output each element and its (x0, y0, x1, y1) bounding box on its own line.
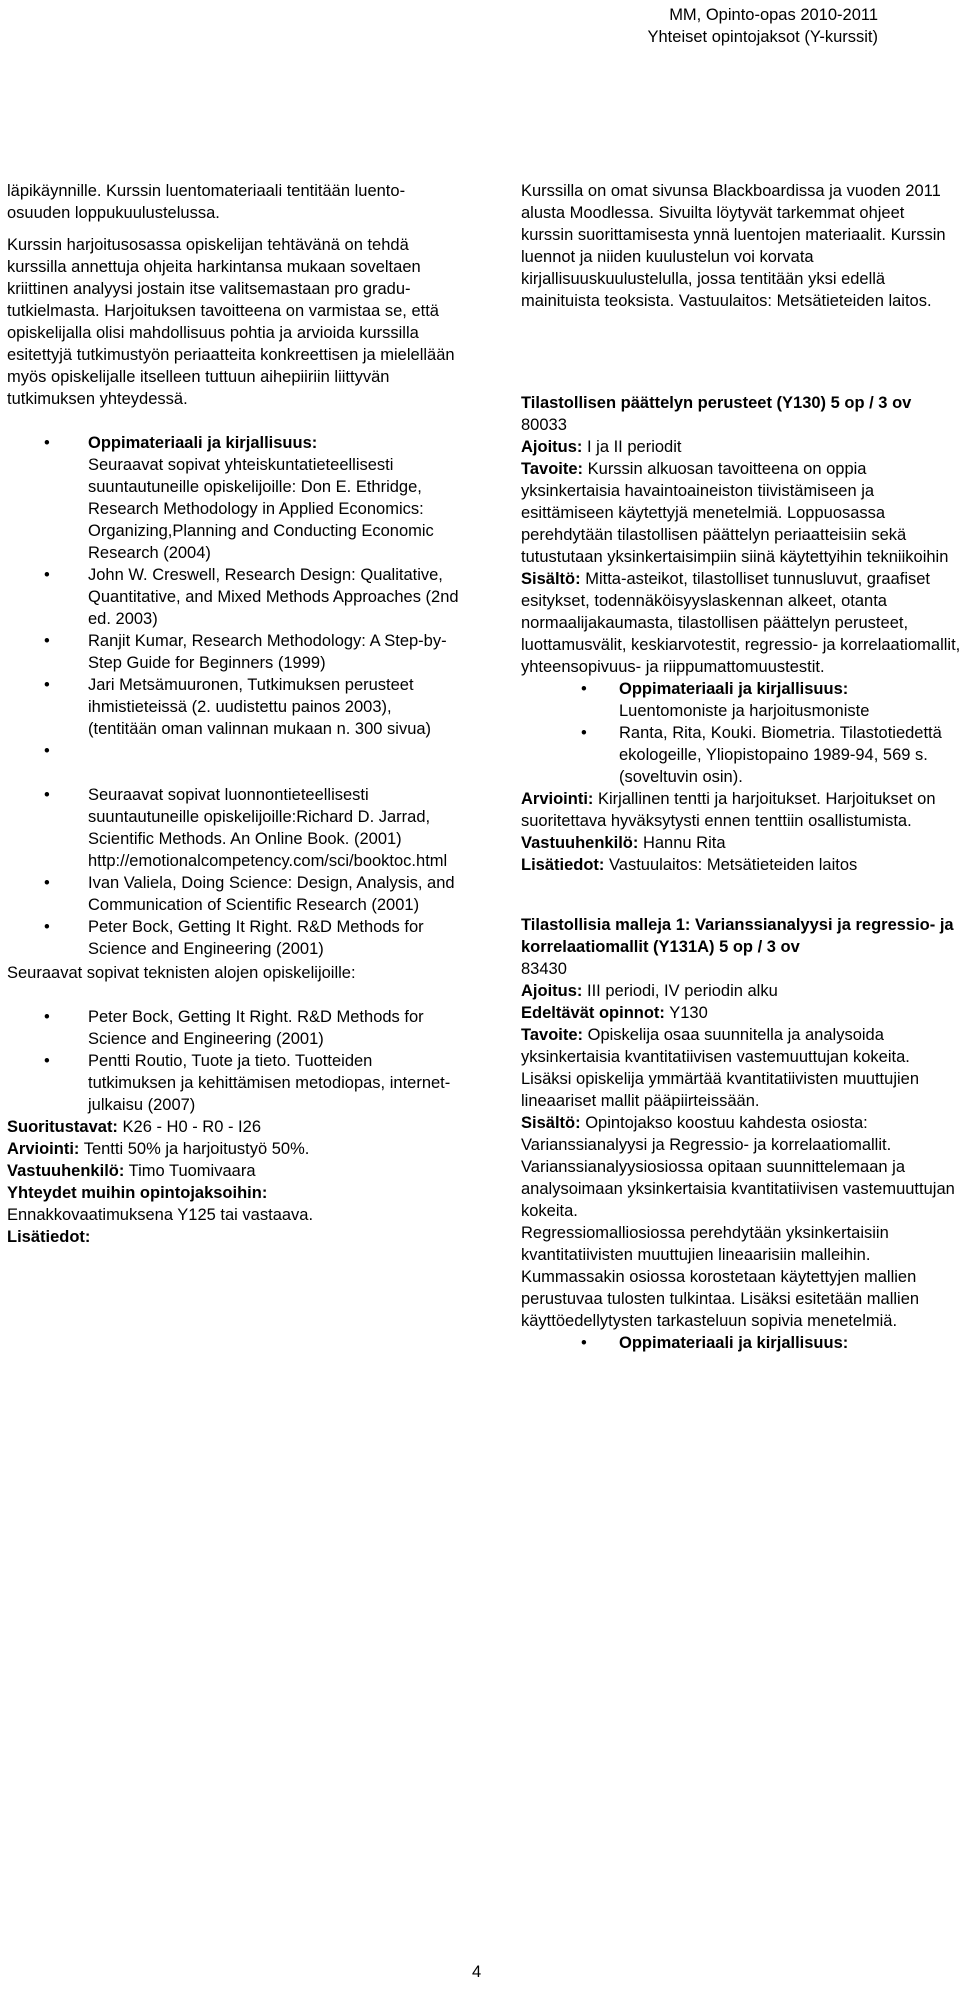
material-list (7, 432, 462, 960)
vastuu-label: Vastuuhenkilö: (521, 834, 639, 852)
tech-book-item: • Pentti Routio, Tuote ja tieto. Tuotteiden tutkimuksen ja kehittämisen metodiopas, internet-julkaisu (2007) (7, 1050, 462, 1116)
book-item: • Peter Bock, Getting It Right. R&D Methods for Science and Engineering (2001) (7, 916, 462, 960)
book-item-empty (7, 740, 462, 784)
course-y131a (521, 914, 960, 1354)
suoritustavat-line (7, 1116, 462, 1138)
tech-intro: Seuraavat sopivat teknisten alojen opiskelijoille: (7, 964, 356, 982)
tech-book-item: • Peter Bock, Getting It Right. R&D Methods for Science and Engineering (2001) (7, 1006, 462, 1050)
vastuu-value: Timo Tuomivaara (124, 1162, 256, 1180)
course1-book-list (521, 722, 960, 788)
arviointi-label: Arviointi: (521, 790, 594, 808)
vastuu-line (521, 832, 960, 854)
tavoite-line (521, 458, 960, 568)
course-code: 80033 (521, 416, 567, 434)
lisatiedot-label: Lisätiedot: (521, 856, 605, 874)
arviointi-line (521, 788, 960, 832)
tech-book-list (7, 1006, 462, 1116)
sisalto-label: Sisältö: (521, 1114, 581, 1132)
ajoitus-value: I ja II periodit (582, 438, 682, 456)
ajoitus-label: Ajoitus: (521, 438, 583, 456)
sisalto-line (521, 1112, 960, 1156)
book-item: • Ranta, Rita, Kouki. Biometria. Tilastotiedettä ekologeille, Yliopistopaino 1989-94, 569 s. (soveltuvin osin). (521, 722, 960, 788)
material-item (521, 1332, 960, 1354)
course1-material-list (521, 678, 960, 700)
arviointi-value: Kirjallinen tentti ja harjoitukset. Harjoitukset on suoritettava hyväksytysti ennen tenttiin osallistumista. (521, 790, 936, 830)
suoritustavat-label: Suoritustavat: (7, 1118, 118, 1136)
book-item: • Seuraavat sopivat luonnontieteellisesti suuntautuneille opiskelijoille:Richard D. Jarrad, Scientific Methods. An Online Book. (2001) http://emotionalcompetency.com/sci/booktoc.html (7, 784, 462, 872)
course2-material-list (521, 1332, 960, 1354)
material-intro: Seuraavat sopivat yhteiskuntatieteellisesti suuntautuneille opiskelijoille: Don E. Ethridge, Research Methodology in Applied Economics: Organizing,Planning and Conducting Economic Research (2004) (88, 456, 434, 562)
yhteydet-value: Ennakkovaatimuksena Y125 tai vastaava. (7, 1206, 314, 1224)
lisatiedot-line (521, 854, 960, 876)
regression-paragraph: Regressiomalliosiossa perehdytään yksinkertaisiin kvantitatiivisten muuttujien lineaarisiin malleihin. Kummassakin osiossa korostetaan käytettyjen mallien perustuvaa tulosten tulkintaa. Lisäksi esitetään mallien käyttöedellytysten tarkasteluun sopivia menetelmiä. (521, 1224, 920, 1330)
material-line: Luentomoniste ja harjoitusmoniste (619, 702, 870, 720)
sisalto-value: Mitta-asteikot, tilastolliset tunnusluvut, graafiset esitykset, todennäköisyyslaskennan alkeet, otanta normaalijakaumasta, tilastollisen päättelyn perusteet, luottamusvälit, keskiarvotestit, regressio- ja korrelaatiomallit, yhteensopivuus- ja riippumattomuustestit. (521, 570, 960, 676)
edeltavat-label: Edeltävät opinnot: (521, 1004, 665, 1022)
material-label: Oppimateriaali ja kirjallisuus: (88, 434, 318, 452)
ajoitus-line (521, 436, 960, 458)
book-item: • Jari Metsämuuronen, Tutkimuksen perusteet ihmistieteissä (2. uudistettu painos 2003), (tentitään oman valinnan mukaan n. 300 sivua) (7, 674, 462, 740)
book-item: • Ranjit Kumar, Research Methodology: A Step-by-Step Guide for Beginners (1999) (7, 630, 462, 674)
vastuu-line (7, 1160, 462, 1182)
course-y130 (521, 392, 960, 876)
book-item: • John W. Creswell, Research Design: Qualitative, Quantitative, and Mixed Methods Approaches (2nd ed. 2003) (7, 564, 462, 630)
course-title: Tilastollisen päättelyn perusteet (Y130) 5 op / 3 ov (521, 394, 912, 412)
course-title: Tilastollisia malleja 1: Varianssianalyysi ja regressio- ja korrelaatiomallit (Y131A) 5 op / 3 ov (521, 916, 954, 956)
header-subtitle: Yhteiset opintojaksot (Y-kurssit) (647, 28, 878, 46)
ajoitus-line (521, 980, 960, 1002)
left-exercise-paragraph: Kurssin harjoitusosassa opiskelijan tehtävänä on tehdä kurssilla annettuja ohjeita harkintansa mukaan soveltaen kriittinen analyysi jostain itse valitsemastaan pro gradu-tutkielmasta. Harjoituksen tavoitteena on varmistaa se, että opiskelijalla olisi mahdollisuus pohtia ja arvioida kurssilla esitettyjä tutkimustyön periaatteita konkreettisen ja mielellään myös opiskelijalle itselleen tuttuun aihepiiriin liittyvän tutkimuksen yhteydessä. (7, 236, 455, 408)
right-column (521, 180, 960, 1354)
page-header (648, 4, 879, 48)
material-label: Oppimateriaali ja kirjallisuus: (619, 1334, 849, 1352)
sisalto-label: Sisältö: (521, 570, 581, 588)
book-item: • Ivan Valiela, Doing Science: Design, Analysis, and Communication of Scientific Research (2001) (7, 872, 462, 916)
material-item (521, 678, 960, 700)
tavoite-value: Opiskelija osaa suunnitella ja analysoida yksinkertaisia kvantitatiivisen vastemuuttujan kokeita. Lisäksi opiskelija ymmärtää kvantitatiivisten muuttujien lineaariset mallit pääpiirteissään. (521, 1026, 919, 1110)
tavoite-label: Tavoite: (521, 1026, 584, 1044)
ajoitus-label: Ajoitus: (521, 982, 583, 1000)
variance-paragraph: Varianssianalyysiosiossa opitaan suunnittelemaan ja analysoimaan yksinkertaisia kvantitatiivisen vastemuuttujan kokeita. (521, 1158, 955, 1220)
material-label: Oppimateriaali ja kirjallisuus: (619, 680, 849, 698)
edeltavat-value: Y130 (664, 1004, 708, 1022)
ajoitus-value: III periodi, IV periodin alku (582, 982, 778, 1000)
lisatiedot-value: Vastuulaitos: Metsätieteiden laitos (604, 856, 858, 874)
yhteydet-label: Yhteydet muihin opintojaksoihin: (7, 1184, 268, 1202)
sisalto-line (521, 568, 960, 678)
page-number: 4 (472, 1963, 482, 1981)
suoritustavat-value: K26 - H0 - R0 - I26 (117, 1118, 261, 1136)
vastuu-label: Vastuuhenkilö: (7, 1162, 125, 1180)
right-intro: Kurssilla on omat sivunsa Blackboardissa ja vuoden 2011 alusta Moodlessa. Sivuilta löytyvät tarkemmat ohjeet kurssin suorittamisesta ynnä luentojen materiaalit. Kurssin luennot ja niiden kuulustelun voi korvata kirjallisuuskuulustelulla, jossa tentitään yksi edellä mainituista teoksista. Vastuulaitos: Metsätieteiden laitos. (521, 182, 946, 310)
tavoite-label: Tavoite: (521, 460, 584, 478)
tavoite-value: Kurssin alkuosan tavoitteena on oppia yksinkertaisia havaintoaineiston tiivistämiseen ja esittämiseen käytettyjä menetelmiä. Loppuosassa perehdytään tilastollisen päättelyn periaatteisiin sekä tutustutaan yksinkertaisimpiin siinä käytettyihin tekniikoihin (521, 460, 949, 566)
left-intro: läpikäynnille. Kurssin luentomateriaali tentitään luento-osuuden loppukuulustelussa. (7, 182, 406, 222)
header-title: MM, Opinto-opas 2010-2011 (669, 6, 878, 24)
vastuu-value: Hannu Rita (638, 834, 726, 852)
material-item (7, 432, 462, 564)
tavoite-line (521, 1024, 960, 1112)
arviointi-line (7, 1138, 462, 1160)
edeltavat-line (521, 1002, 960, 1024)
left-column (7, 180, 462, 1248)
sisalto-value: Opintojakso koostuu kahdesta osiosta: Varianssianalyysi ja Regressio- ja korrelaatiomallit. (521, 1114, 892, 1154)
course-code: 83430 (521, 960, 567, 978)
lisatiedot-label: Lisätiedot: (7, 1228, 91, 1246)
arviointi-label: Arviointi: (7, 1140, 80, 1158)
arviointi-value: Tentti 50% ja harjoitustyö 50%. (79, 1140, 310, 1158)
